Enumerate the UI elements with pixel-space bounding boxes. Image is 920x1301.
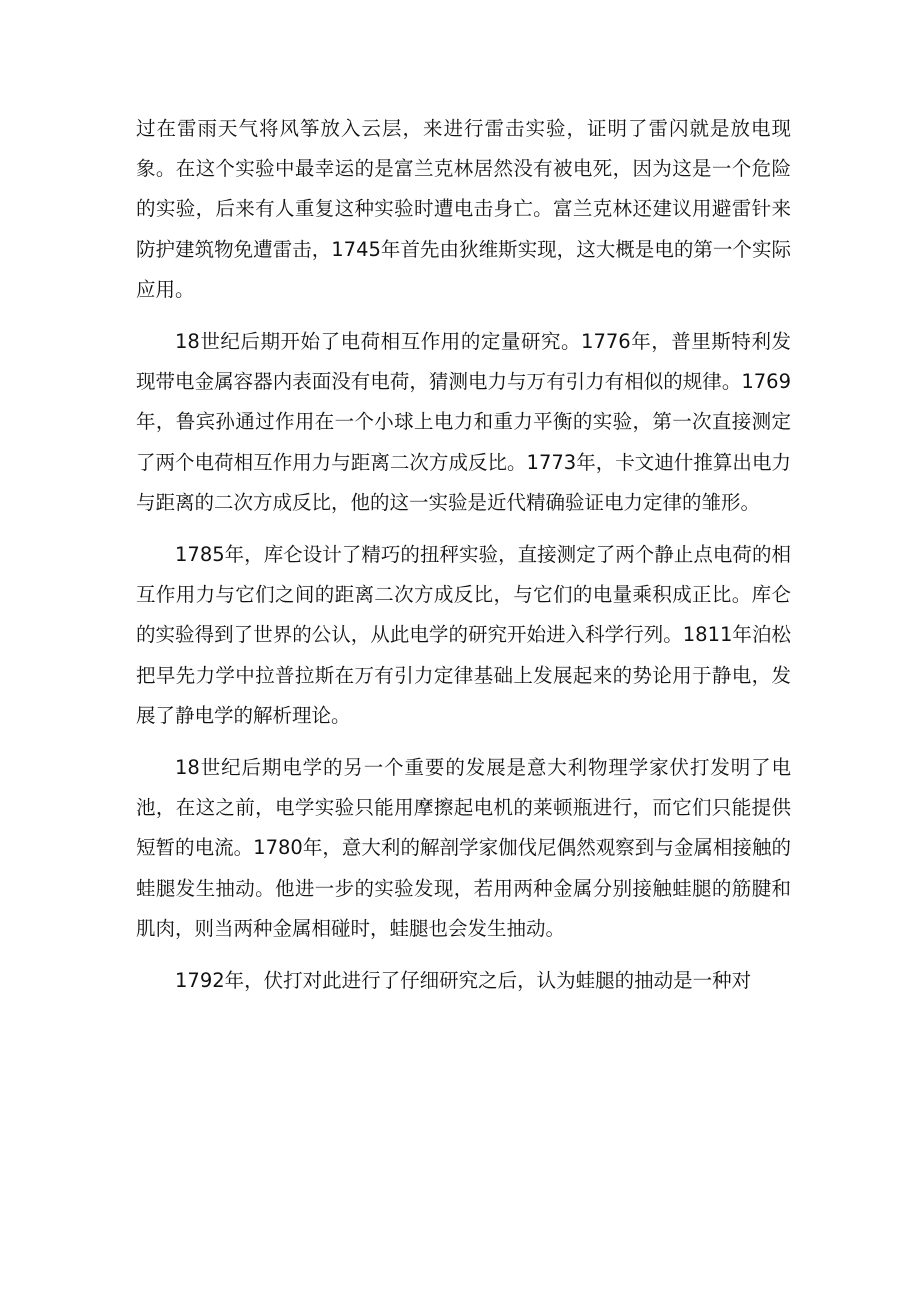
paragraph-4: 18世纪后期电学的另一个重要的发展是意大利物理学家伏打发明了电池，在这之前，电学实验只能用摩擦起电机的莱顿瓶进行，而它们只能提供短暂的电流。1780年，意大利的解剖学家伽伐尼偶然观察到与金属相接触的蛙腿发生抽动。他进一步的实验发现，若用两种金属分别接触蛙腿的筋腱和肌肉，则当两种金属相碰时，蛙腿也会发生抽动。 [136,756,791,940]
body-text [136,109,791,1001]
paragraph-5: 1792年，伏打对此进行了仔细研究之后，认为蛙腿的抽动是一种对 [175,969,752,993]
paragraph-1: 过在雷雨天气将风筝放入云层，来进行雷击实验，证明了雷闪就是放电现象。在这个实验中最幸运的是富兰克林居然没有被电死，因为这是一个危险的实验，后来有人重复这种实验时遭电击身亡。富兰克林还建议用避雷针来防护建筑物免遭雷击，1745年首先由狄维斯实现，这大概是电的第一个实际应用。 [136,117,791,301]
paragraph-3: 1785年，库仑设计了精巧的扭秤实验，直接测定了两个静止点电荷的相互作用力与它们之间的距离二次方成反比，与它们的电量乘积成正比。库仑的实验得到了世界的公认，从此电学的研究开始进入科学行列。1811年泊松把早先力学中拉普拉斯在万有引力定律基础上发展起来的势论用于静电，发展了静电学的解析理论。 [136,543,791,727]
paragraph-2: 18世纪后期开始了电荷相互作用的定量研究。1776年，普里斯特利发现带电金属容器内表面没有电荷，猜测电力与万有引力有相似的规律。1769年，鲁宾孙通过作用在一个小球上电力和重力平衡的实验，第一次直接测定了两个电荷相互作用力与距离二次方成反比。1773年，卡文迪什推算出电力与距离的二次方成反比，他的这一实验是近代精确验证电力定律的雏形。 [136,330,791,514]
